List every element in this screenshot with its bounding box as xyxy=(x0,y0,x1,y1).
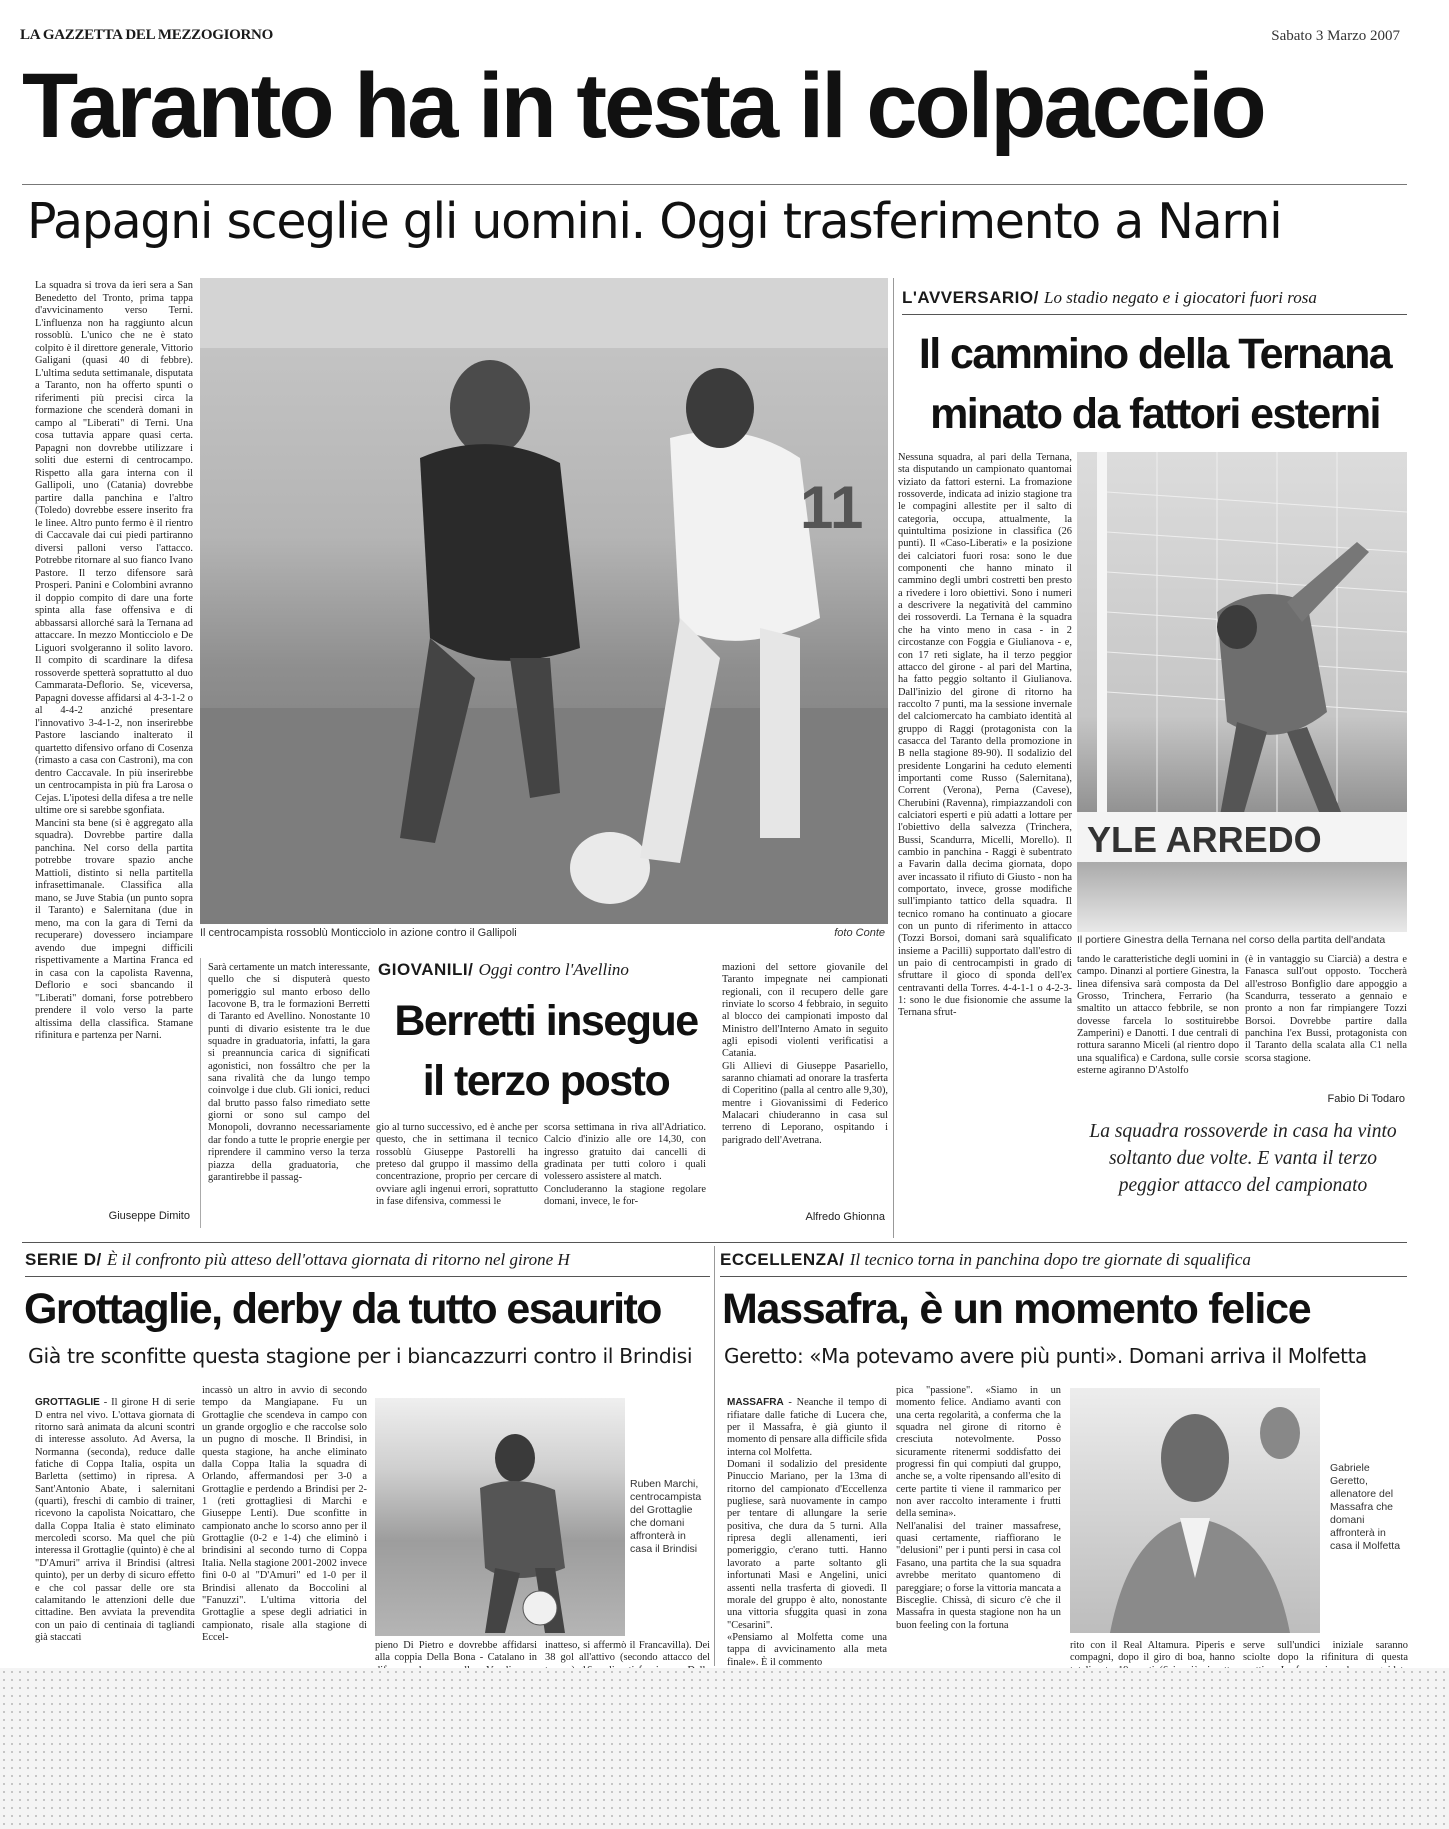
main-subhead: Papagni sceglie gli uomini. Oggi trasferimento a Narni xyxy=(27,193,1282,250)
article-text: Sarà certamente un match interessante, quello che si disputerà questo pomeriggio sul manto erboso dello Iacovone B, tra le formazioni Berretti di Taranto ed Avellino. Nonostante 10 punti di divario esistente tra le due squadre in graduatoria, infatti, la gara si preannuncia carica di significati agonistici, non fossáltro che per la sana rivalità che da lungo tempo coinvolge i due club. Gli ionici, reduci dal brutto passo falso rimediato sette giorni or sono sul campo del Monopoli, dovranno necessariamente dar fondo a tutte le proprie energie per riprendere il cammino verso la terza piazza della graduatoria, che garantirebbe il passag- xyxy=(208,962,370,1183)
svg-text:11: 11 xyxy=(800,474,864,541)
empty-area xyxy=(0,1668,1449,1829)
subhead: Già tre sconfitte questa stagione per i biancazzurri contro il Brindisi xyxy=(28,1344,693,1368)
kicker-subtitle: Il tecnico torna in panchina dopo tre giornate di squalifica xyxy=(849,1250,1251,1269)
dateline: GROTTAGLIE xyxy=(35,1397,100,1409)
divider xyxy=(22,1242,1407,1243)
article-text: mazioni del settore giovanile del Taranto impegnate nei campionati regionali, con il recupero delle gare rinviate lo scorso 4 febbraio, in seguito al blocco dei campionati imposto dal Ministro dell'Interno Amato in seguito agli episodi violenti verificatisi a Catania. Gli Allievi di Giuseppe Pasariello, saranno chiamati ad onorare la trasferta di Coperitino (palla al centro alle 9,30), mentre i Giovanissimi di Federico Malacari chiuderanno in casa sul terreno di Leporano, ospitando i parigrado dell'Avetrana. xyxy=(722,962,888,1146)
photo-monticciolo xyxy=(200,278,888,924)
article-text: gio al turno successivo, ed è anche per questo, che in settimana il tecnico rossoblù Giuseppe Pastorelli ha preteso dal gruppo il massimo della concentrazione, proprio per cercare di ovviare agli ingenui errori, soprattutto in fase difensiva, commessi le xyxy=(376,1122,538,1208)
article-text xyxy=(35,1385,195,1665)
section-kicker xyxy=(902,288,1412,312)
subhead: Geretto: «Ma potevamo avere più punti». Domani arriva il Molfetta xyxy=(724,1344,1367,1368)
main-headline: Taranto ha in testa il colpaccio xyxy=(22,55,1264,157)
divider xyxy=(25,1276,710,1277)
section-kicker xyxy=(378,960,718,984)
kicker-label: ECCELLENZA/ xyxy=(720,1250,845,1269)
kicker-label: L'AVVERSARIO/ xyxy=(902,288,1039,307)
article-text xyxy=(727,1385,887,1668)
article-text: inatteso, si affermò il Francavilla). Dei 38 gol all'attivo (secondo attacco del xyxy=(545,1640,710,1664)
photo-marchi xyxy=(375,1398,625,1636)
divider xyxy=(902,314,1407,315)
headline: Massafra, è un momento felice xyxy=(722,1285,1311,1333)
pull-quote: La squadra rossoverde in casa ha vinto soltanto due volte. E vanta il terzo peggior attacco del campionato xyxy=(1089,1121,1397,1196)
column-divider xyxy=(200,958,201,1228)
headline-line: Il cammino della Ternana xyxy=(918,330,1392,378)
svg-text:YLE ARREDO: YLE ARREDO xyxy=(1087,819,1322,860)
article-text: pica "passione". «Siamo in un momento felice. Andiamo avanti con una certa regolarità, a conferma che la squadra nel girone di ritorno è cresciuta notevolmente. Posso sicuramente ritenermi soddisfatto dei progressi fin qui compiuti dal gruppo, anche se, a volte ripensando all'esito di certe partite ti viene il rammarico per non aver raccolto interamente i frutti della semina». Nell'analisi del trainer massafrese, quasi certamente, riaffiorano le "delusioni" per i punti persi in casa col Fasano, una partita che la sua squadra avrebbe meritato quantomeno di pareggiare; o forse la vittoria mancata a Bisceglie. Chissà, di sicuro c'è che il Massafra in questa stagione non ha un buon feeling con la fortuna xyxy=(896,1385,1062,1631)
headline-line: il terzo posto xyxy=(422,1057,670,1105)
article-text: pieno Di Pietro e dovrebbe affidarsi alla coppia Della Bona - Catalano in xyxy=(375,1640,537,1664)
photo-caption: Il portiere Ginestra della Ternana nel corso della partita dell'andata xyxy=(1077,934,1386,946)
photo-caption: Il centrocampista rossoblù Monticciolo in azione contro il Gallipoli xyxy=(200,927,517,939)
article-text: serve sull'undici iniziale saranno sciolte dopo la rifinitura di questa xyxy=(1243,1640,1408,1664)
photo-caption: Ruben Marchi, centrocampista del Grottaglie che domani affronterà in casa il Brindisi xyxy=(630,1478,702,1555)
article-text: La squadra si trova da ieri sera a San Benedetto del Tronto, prima tappa d'avvicinamento verso Terni. L'influenza non ha raggiunto alcun rossoblù. L'unico che ne è stato colpito è il direttore generale, Vittorio Galigani (quasi 40 di febbre). L'ultima seduta settimanale, disputata a Taranto, non ha offerto spunti o riferimenti più precisi circa la formazione che scenderà domani in campo al "Liberati" di Terni. Una cosa tuttavia appare quasi certa. Papagni non dovrebbe utilizzare i soliti due esterni di centrocampo. Rispetto alla gara interna con il Gallipoli, uno (Catania) dovrebbe partire dalla panchina e l'altro (Toledo) dovrebbe essere inserito fra le linee. Altro punto fermo è il rientro di Caccavale dai cui piedi partiranno diversi palloni verso l'attacco. Potrebbe ritornare al suo fianco Ivano Pastore. Il terzo difensore sarà Prosperi. Panini e Colombini avranno il doppio compito di dare una forte spinta alla fase offensiva e di abbassarsi allorché sarà la Ternana ad attaccare. In mezzo Monticciolo e De Liguori svolgeranno il solito lavoro. Il compito di scardinare la difesa rossoverde spetterà soprattutto al duo Cammarata-Deflorio. Se, viceversa, Papagni dovesse affidarsi al 4-3-1-2 o al 4-4-2 anziché presentare l'innovativo 3-4-1-2, non inserirebbe Pastore lasciando inalterato il quartetto difensivo orfano di Cosenza (rimasto a casa con Castroni), ma con dentro Caccavale. In più inserirebbe un centrocampista in più fra Larosa o Cejas. L'ipotesi della difesa a tre nelle ultime ore si sarebbe sgonfiata. Mancini sta bene (si è aggregato alla squadra). Dovrebbe partire dalla panchina. Nel corso della partita potrebbe trovare spazio anche Mattioli, distinto si nella partitella infrasettimanale. Classifica alla mano, se Juve Stabia (un punto sopra il Taranto) e Salernitana (due in meno, ma con la gara di Terni da recuperare) dovessero inciampare avendo due impegni difficili rispettivamente a Martina Franca ed in casa con la capolista Ravenna, Deflorio e soci sbancando il "Liberati" domani, forse potrebbero prendere il volo verso la parte altissima della classifica. Stamane rifinitura e partenza per Narni. xyxy=(35,280,193,1041)
article-text: tando le caratteristiche degli uomini in campo. Dinanzi al portiere Ginestra, la linea difensiva sarà composta da Del Grosso, Trinchera, Ferrario (ha smaltito un attacco febbrile, se non dovesse farcela lo sostituirebbe Zamperini) e Danotti. I due centrali di rottura saranno Miceli (al rientro dopo una squalifica) e Cardona, sulle corsie esterne agiranno D'Astolfo xyxy=(1077,954,1239,1077)
article-text: Nessuna squadra, al pari della Ternana, sta disputando un campionato quantomai viziato da fattori esterni. La fromazione rossoverde, indicata ad inizio stagione tra le compagini allestite per il salto di categoria, occupa, attualmente, la quintultima posizione in classifica (26 punti). Il «Caso-Liberati» e la posizione dei calciatori fuori rosa: sono le due componenti che hanno minato il cammino degli umbri costretti ben presto a rivedere i loro obiettivi. Sono i numeri a descrivere la negatività del cammino dei rossoverdi. La Ternana è la squadra che ha vinto meno in casa - in 2 circostanze con Foggia e Giulianova - e, con 17 reti siglate, ha il terzo peggior attacco del girone - al pari del Martina, ha fatto peggio soltanto il Giulianova. Dall'inizio del girone di ritorno ha raccolto 7 punti, ma la sessione invernale del calciomercato ha cambiato identità al gruppo di Raggi (protagonista con la casacca del Taranto della promozione in B nella stagione 89-90). Il sodalizio del presidente Longarini ha ceduto elementi importanti come Russo (Salernitana), Corrent (Verona), Perna (Cavese), Cherubini (Ravenna), rimpiazzandoli con calciatori esperti e più adatti a lottare per l'obiettivo della salvezza (Trinchera, Bussi, Scandurra, Micelli, Morello). Il cambio in panchina - Raggi è subentrato a Favarin dalla decima giornata, dopo aver incassato il rifiuto di Giusto - non ha comportato, invece, grosse modifiche sull'impianto tattico della squadra. Il tecnico romano ha continuato a giocare con un punto di riferimento in attacco (Tozzi Borsoi, domani sarà squalificato insieme a Pacilli) supportato dall'estro di un paio di centrocampisti in grado di sfruttare il gioco di sponda dell'ex centravanti della Torres. 4-4-1-1 o 4-2-3-1: sono le due fisionomie che assume la Ternana sfrut- xyxy=(898,452,1072,1019)
kicker-subtitle: Lo stadio negato e i giocatori fuori rosa xyxy=(1044,288,1317,307)
divider xyxy=(22,184,1407,185)
masthead-date: Sabato 3 Marzo 2007 xyxy=(1271,28,1400,44)
headline: Grottaglie, derby da tutto esaurito xyxy=(24,1285,661,1333)
author-signature: Giuseppe Dimito xyxy=(108,1210,190,1222)
author-signature: Alfredo Ghionna xyxy=(805,1211,885,1223)
photo-ginestra xyxy=(1077,452,1407,932)
section-kicker xyxy=(720,1250,1410,1274)
article-body: - Neanche il tempo di rifiatare dalle fatiche di Lucera che, per il Massafra, è già giunto il momento di pensare alla difficile sfida interna col Molfetta. Domani il sodalizio del presidente Pinuccio Mariano, per la 13ma di ritorno del campionato d'Eccellenza pugliese, sarà nuovamente in campo per tentare di allungare la serie positiva, che dura da 5 turni. Alla ripresa degli allenamenti, ieri pomeriggio, c'erano tutti. Hanno lavorato a parte soltanto gli infortunati Masi e Angelini, unici assenti nella trasferta di giovedì. Il morale del gruppo è alto, nonostante una vittoria sfuggita quasi in zona "Cesarini". «Pensiamo al Molfetta come una tappa di avvicinamento alla meta finale». È il commento xyxy=(727,1397,887,1668)
divider xyxy=(720,1276,1407,1277)
dateline: MASSAFRA xyxy=(727,1397,784,1409)
article-body: - Il girone H di serie D entra nel vivo. L'ottava giornata di ritorno sarà animata da alcuni scontri di interesse assoluto. Ad Aversa, la Normanna (seconda), reduce dalle fatiche di Coppa Italia, ospita un Barletta (settimo) in ripresa. A Sant'Antonio Abate, i salernitani (quarti), freschi di cambio di trainer, ricevono la capolista Noicattaro, che dalla Coppa Italia è stato eliminato mercoledì scorso. Ma quel che più interessa il Grottaglie (quinto) è che al "D'Amuri" arriva il Brindisi (altresì quinto), per un derby di sicuro effetto e che col passar delle ore sta calamitando le attenzioni delle due cittadine. Ben avviata la prevendita con un paio di centinaia di tagliandi già staccati xyxy=(35,1397,195,1643)
headline-line: Berretti insegue xyxy=(394,997,698,1045)
article-text: rito con il Real Altamura. Piperis e compagni, dopo il giro di boa, hanno xyxy=(1070,1640,1235,1664)
section-kicker xyxy=(25,1250,715,1274)
photo-credit: foto Conte xyxy=(834,927,885,939)
photo-caption: Gabriele Geretto, allenatore del Massafra che domani affronterà in casa il Molfetta xyxy=(1330,1462,1401,1552)
kicker-label: GIOVANILI/ xyxy=(378,960,474,979)
article-text: incassò un altro in avvio di secondo tempo da Mangiapane. Fu un Grottaglie che scendeva in campo con un grande orgoglio e che raccolse solo un pugno di mosche. Il Brindisi, in questa stagione, ha anche eliminato dalla Coppa Italia la squadra di Orlando, affermandosi per 3-0 a Grottaglie e perdendo a Brindisi per 2-1 (reti grottagliesi di Marchi e Giuseppe Lenti). Due sconfitte in campionato anche lo scorso anno per il Grottaglie (0-2 e 1-4) che eliminò i brindisini al secondo turno di Coppa Italia. Nella stagione 2001-2002 invece finì 0-0 al "D'Amuri" ed 1-0 per il Brindisi allenato da Boccolini al "Fanuzzi". L'ultima vittoria del Grottaglie a spese degli adriatici in campionato, risale alla stagione di Eccel- xyxy=(202,1385,367,1643)
masthead-paper-name: LA GAZZETTA DEL MEZZOGIORNO xyxy=(20,27,273,43)
article-text: scorsa settimana in riva all'Adriatico. Calcio d'inizio alle ore 14,30, con ingresso gratuito dai cancelli di gradinata per tutti coloro i quali volessero assistere al match. Concluderanno la stagione regolare domani, invece, le for- xyxy=(544,1122,706,1208)
kicker-label: SERIE D/ xyxy=(25,1250,102,1269)
author-signature: Fabio Di Todaro xyxy=(1327,1093,1405,1105)
article-text: (è in vantaggio su Ciarcià) a destra e Fanasca sull'out opposto. Toccherà all'estroso Bonfiglio dare appoggio a Scandurra, tesserato a gennaio e pronto a non far rimpiangere Tozzi Borsoi. Dovrebbe partire dalla panchina l'ex Bussi, protagonista con il Taranto della scalata alla C1 nella scorsa stagione. xyxy=(1245,954,1407,1064)
column-divider xyxy=(893,278,894,1238)
photo-geretto xyxy=(1070,1388,1320,1633)
headline-line: minato da fattori esterni xyxy=(930,390,1380,438)
kicker-subtitle: Oggi contro l'Avellino xyxy=(478,960,629,979)
kicker-subtitle: È il confronto più atteso dell'ottava giornata di ritorno nel girone H xyxy=(106,1250,570,1269)
column-divider xyxy=(714,1246,715,1666)
